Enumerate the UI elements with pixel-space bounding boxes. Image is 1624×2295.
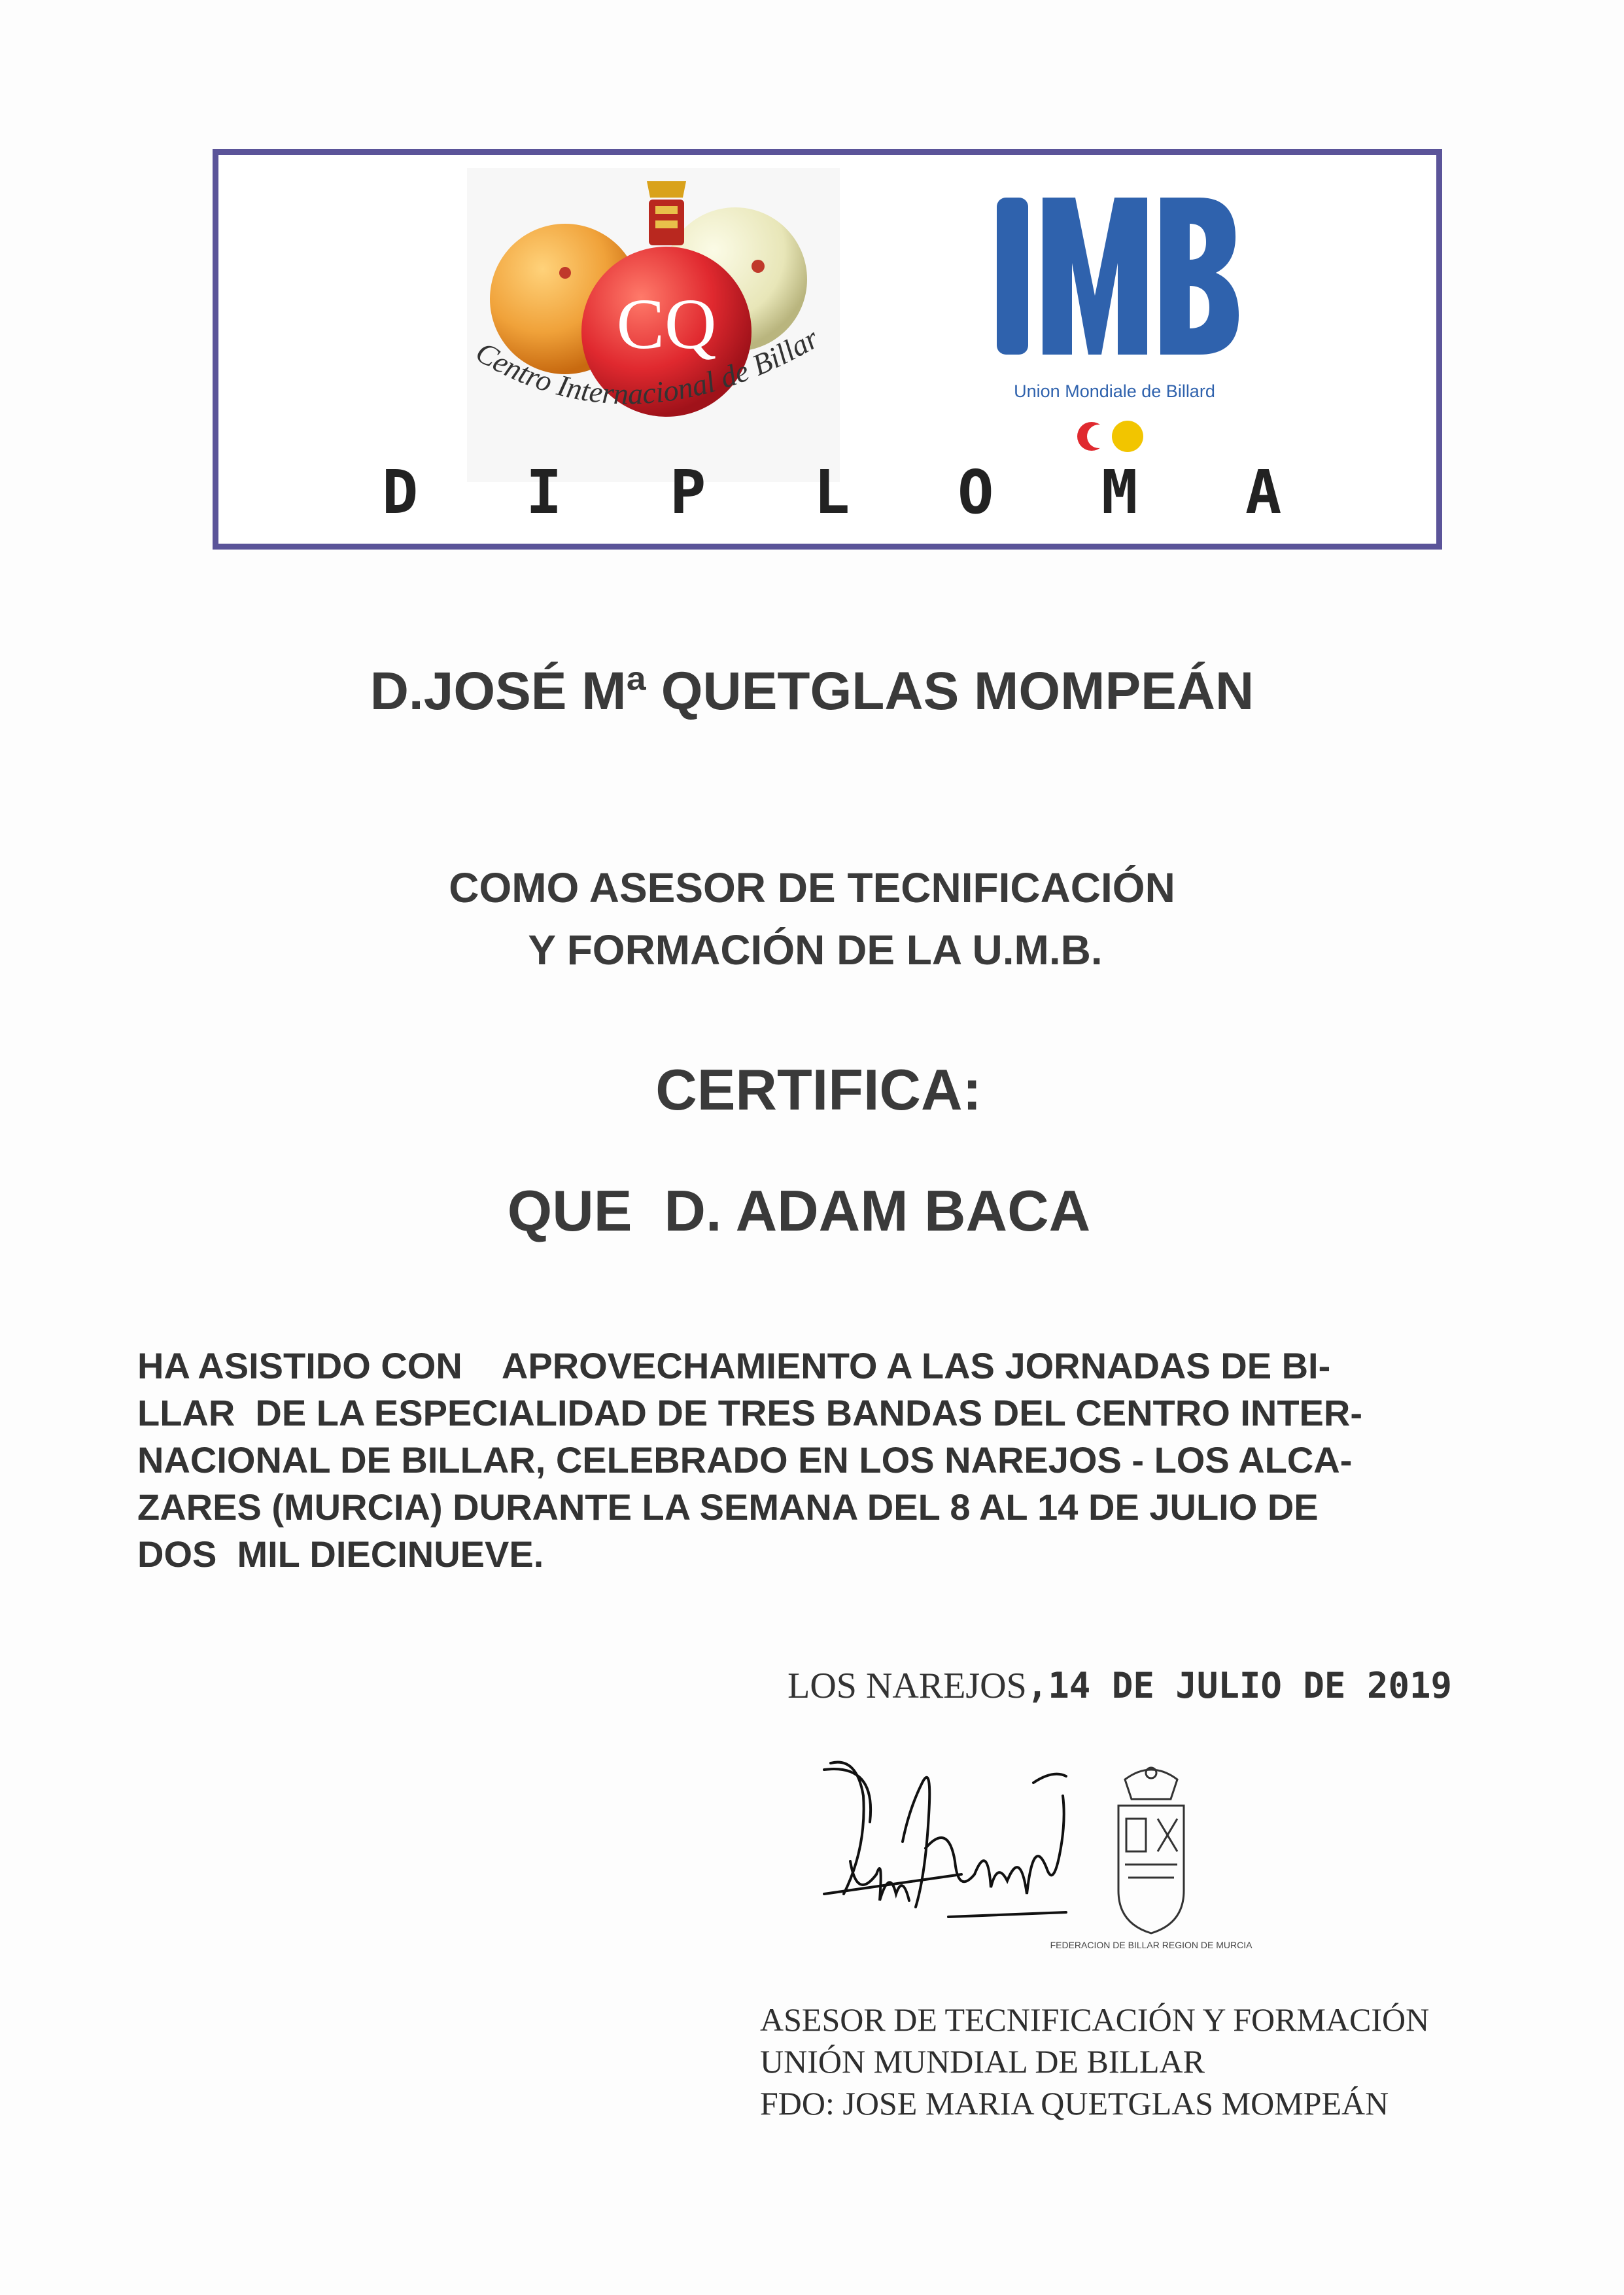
seal-text: FEDERACION DE BILLAR REGION DE MURCIA (1050, 1940, 1253, 1950)
body-line: NACIONAL DE BILLAR, CELEBRADO EN LOS NAREJOS - LOS ALCA- (137, 1439, 1353, 1480)
dateline-date: ,14 DE JULIO DE 2019 (1026, 1665, 1452, 1706)
dateline (772, 1665, 1452, 1707)
cq-monogram: CQ (616, 284, 717, 364)
cq-billiards-logo (467, 168, 840, 482)
certificate-body (137, 1342, 1445, 1578)
diploma-letter: L (814, 457, 850, 527)
body-line: HA ASISTIDO CON APROVECHAMIENTO A LAS JORNADAS DE BI- (137, 1345, 1331, 1386)
footer-line: ASESOR DE TECNIFICACIÓN Y FORMACIÓN (760, 2001, 1430, 2038)
coat-of-arms-icon (647, 181, 686, 245)
yellow-ball-icon (1112, 421, 1143, 452)
body-line: DOS MIL DIECINUEVE. (137, 1533, 544, 1575)
diploma-letter: A (1245, 457, 1282, 527)
recipient-name: QUE D. ADAM BACA (507, 1178, 1091, 1243)
footer-line: FDO: JOSE MARIA QUETGLAS MOMPEÁN (760, 2085, 1389, 2122)
footer-line: UNIÓN MUNDIAL DE BILLAR (760, 2043, 1205, 2080)
signatory-block (760, 1999, 1429, 2124)
honoree-name: D.JOSÉ Mª QUETGLAS MOMPEÁN (370, 661, 1254, 721)
role-line-2: Y FORMACIÓN DE LA U.M.B. (528, 926, 1103, 973)
umb-subtitle: Union Mondiale de Billard (1014, 381, 1215, 401)
role-line-1: COMO ASESOR DE TECNIFICACIÓN (449, 864, 1175, 911)
diploma-letter: I (526, 457, 562, 527)
federation-seal (1050, 1760, 1253, 1956)
header-frame (213, 149, 1442, 550)
diploma-letter: D (382, 457, 419, 527)
diploma-letter: M (1101, 457, 1138, 527)
diploma-letter: O (958, 457, 994, 527)
certifica-heading: CERTIFICA: (655, 1057, 982, 1122)
body-line: LLAR DE LA ESPECIALIDAD DE TRES BANDAS DEL CENTRO INTER- (137, 1392, 1362, 1433)
diploma-letter: P (670, 457, 706, 527)
cq-logo-caption: Centro Internacional de Billar (470, 321, 824, 411)
diploma-title (218, 453, 1436, 532)
body-line: ZARES (MURCIA) DURANTE LA SEMANA DEL 8 AL 14 DE JULIO DE (137, 1486, 1319, 1528)
umb-logo (984, 184, 1245, 466)
dateline-place: LOS NAREJOS (787, 1666, 1027, 1706)
handwritten-signature (818, 1743, 1092, 1933)
